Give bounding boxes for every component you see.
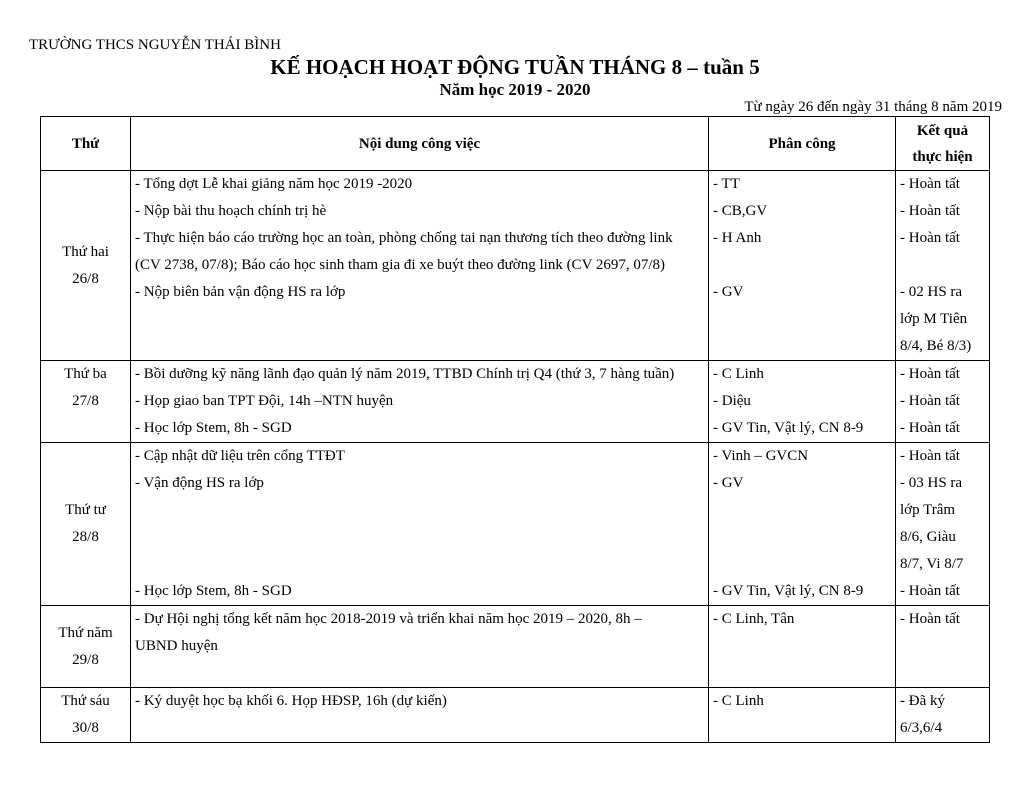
assign-line: - Vinh – GVCN	[713, 448, 809, 464]
content-cell	[131, 361, 709, 443]
content-line: - Ký duyệt học bạ khối 6. Họp HĐSP, 16h (dự kiến)	[135, 693, 447, 709]
day-cell	[41, 361, 131, 443]
result-line: - 03 HS ra	[900, 475, 963, 491]
content-line: - Bồi dưỡng kỹ năng lãnh đạo quản lý năm 2019, TTBD Chính trị Q4 (thứ 3, 7 hàng tuần)	[135, 366, 675, 382]
content-line: - Học lớp Stem, 8h - SGD	[135, 420, 292, 436]
day-cell	[41, 443, 131, 606]
result-line: 6/3,6/4	[900, 720, 943, 736]
table-row	[41, 361, 990, 443]
assign-line: - Diệu	[713, 393, 751, 409]
assign-line: - GV	[713, 475, 744, 491]
content-line: - Dự Hội nghị tổng kết năm học 2018-2019 và triển khai năm học 2019 – 2020, 8h –	[135, 611, 642, 627]
header-result	[896, 117, 990, 171]
day-label: Thứ tư	[65, 502, 106, 518]
assign-cell	[709, 171, 896, 361]
day-cell	[41, 171, 131, 361]
day-label: Thứ sáu	[61, 693, 110, 709]
content-line: - Học lớp Stem, 8h - SGD	[135, 583, 292, 599]
assign-line: - C Linh	[713, 693, 764, 709]
document-title: KẾ HOẠCH HOẠT ĐỘNG TUẦN THÁNG 8 – tuần 5	[270, 55, 760, 79]
result-cell	[896, 361, 990, 443]
table-row	[41, 688, 990, 743]
day-cell	[41, 688, 131, 743]
content-line: - Nộp bài thu hoạch chính trị hè	[135, 203, 327, 219]
result-line: lớp M Tiên	[900, 311, 968, 327]
content-cell	[131, 606, 709, 688]
assign-line: - C Linh	[713, 366, 764, 382]
content-line: - Cập nhật dữ liệu trên cổng TTĐT	[135, 448, 345, 464]
assign-line: - CB,GV	[713, 203, 768, 219]
table-row	[41, 171, 990, 361]
assign-line: - C Linh, Tân	[713, 611, 795, 627]
result-line: lớp Trâm	[900, 502, 956, 518]
content-cell	[131, 688, 709, 743]
assign-cell	[709, 688, 896, 743]
assign-line: - H Anh	[713, 230, 762, 246]
content-line: - Họp giao ban TPT Đội, 14h –NTN huyện	[135, 393, 394, 409]
school-name: TRƯỜNG THCS NGUYỄN THÁI BÌNH	[29, 37, 281, 53]
day-date: 29/8	[72, 651, 99, 668]
table-row	[41, 443, 990, 606]
header-result-line1: Kết quả	[916, 122, 969, 139]
result-cell	[896, 443, 990, 606]
table-header-row	[41, 117, 990, 171]
result-line: - Hoàn tất	[900, 420, 960, 436]
result-line: 8/4, Bé 8/3)	[900, 338, 972, 354]
assign-line: - GV Tin, Vật lý, CN 8-9	[713, 420, 864, 436]
result-line: - Hoàn tất	[900, 583, 960, 599]
school-year: Năm học 2019 - 2020	[439, 80, 591, 99]
day-label: Thứ năm	[58, 624, 113, 641]
content-line: - Vận động HS ra lớp	[135, 475, 264, 491]
assign-cell	[709, 443, 896, 606]
result-line: 8/7, Vi 8/7	[900, 556, 964, 572]
result-line: - 02 HS ra	[900, 284, 963, 300]
result-cell	[896, 688, 990, 743]
content-line: - Thực hiện báo cáo trường học an toàn, phòng chống tai nạn thương tích theo đường link	[135, 230, 673, 246]
result-cell	[896, 606, 990, 688]
result-line: 8/6, Giàu	[900, 529, 956, 545]
result-line: - Hoàn tất	[900, 366, 960, 382]
header-result-line2: thực hiện	[912, 148, 973, 165]
header-content: Nội dung công việc	[131, 117, 709, 171]
day-date: 28/8	[72, 529, 99, 545]
content-cell	[131, 443, 709, 606]
content-line: - Tổng dợt Lễ khai giảng năm học 2019 -2020	[135, 176, 413, 192]
result-cell	[896, 171, 990, 361]
content-cell	[131, 171, 709, 361]
weekly-plan-table	[40, 116, 990, 743]
result-line: - Hoàn tất	[900, 448, 960, 464]
result-line: - Hoàn tất	[900, 393, 960, 409]
header-day: Thứ	[41, 117, 131, 171]
assign-line: - GV Tin, Vật lý, CN 8-9	[713, 583, 864, 599]
table-row	[41, 606, 990, 688]
assign-cell	[709, 606, 896, 688]
content-line: (CV 2738, 07/8); Báo cáo học sinh tham gia đi xe buýt theo đường link (CV 2697, 07/8)	[135, 257, 666, 273]
day-date: 30/8	[72, 720, 99, 736]
result-line: - Hoàn tất	[900, 230, 960, 246]
day-date: 27/8	[72, 393, 99, 409]
assign-line: - TT	[713, 176, 740, 192]
content-line: UBND huyện	[135, 638, 218, 654]
header-assign: Phân công	[709, 117, 896, 171]
result-line: - Hoàn tất	[900, 203, 960, 219]
result-line: - Hoàn tất	[900, 611, 960, 627]
day-cell	[41, 606, 131, 688]
day-label: Thứ hai	[62, 243, 109, 260]
day-date: 26/8	[72, 270, 99, 287]
result-line: - Hoàn tất	[900, 176, 960, 192]
day-label: Thứ ba	[64, 366, 107, 382]
date-range: Từ ngày 26 đến ngày 31 tháng 8 năm 2019	[744, 99, 1002, 115]
result-line: - Đã ký	[900, 693, 945, 709]
content-line: - Nộp biên bản vận động HS ra lớp	[135, 284, 346, 300]
assign-line: - GV	[713, 284, 744, 300]
assign-cell	[709, 361, 896, 443]
